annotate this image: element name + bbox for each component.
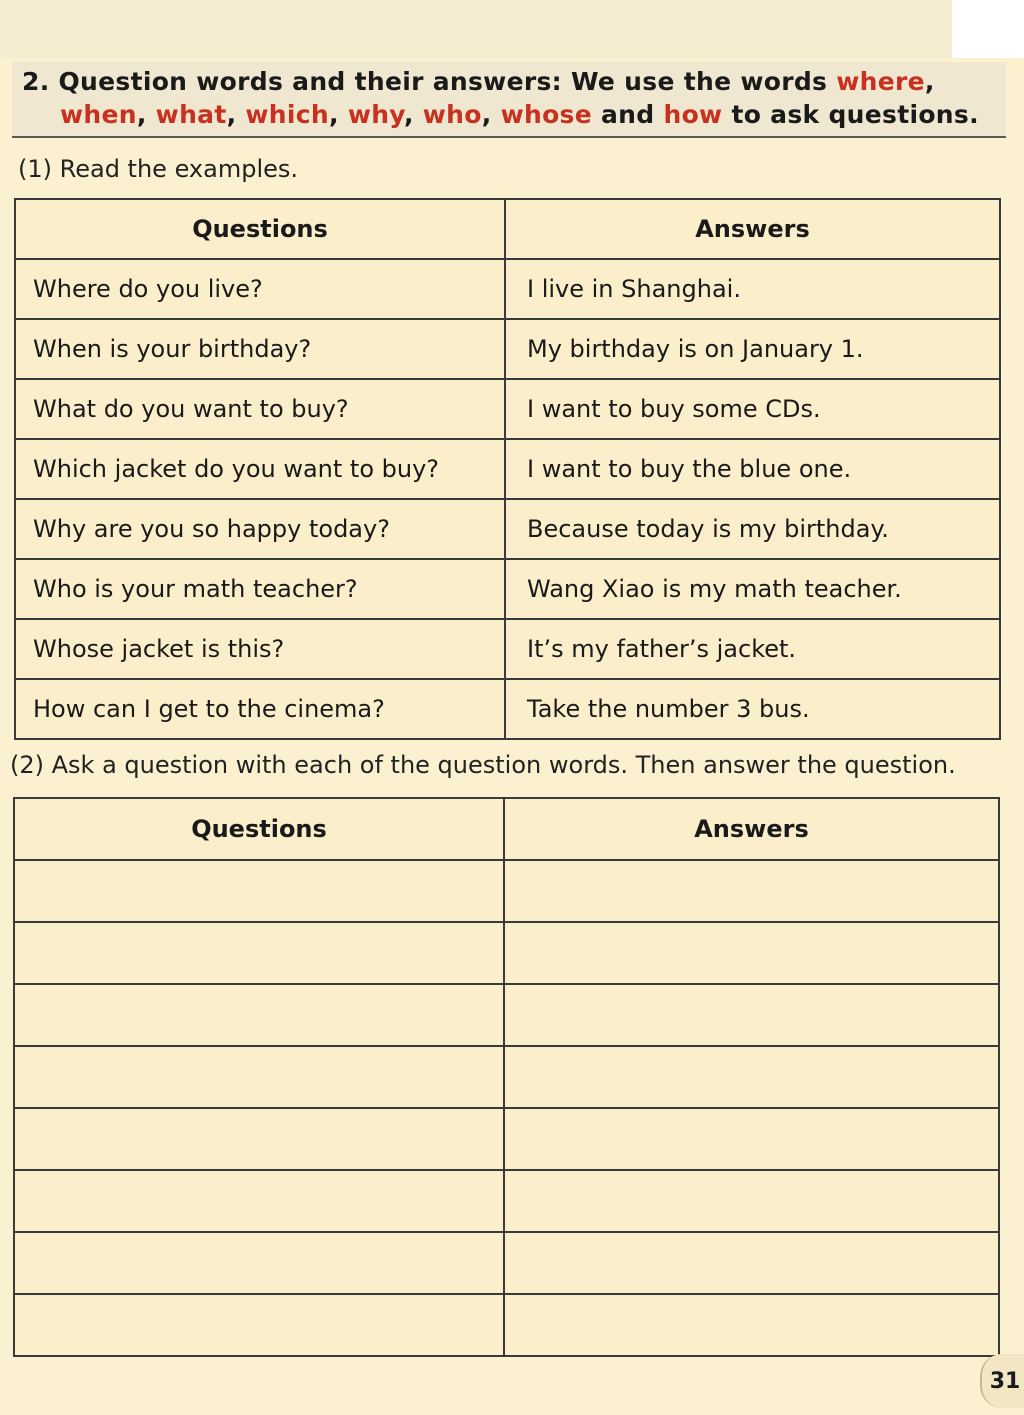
practice-table xyxy=(13,797,1000,1357)
top-corner xyxy=(952,0,1024,58)
exercise-heading xyxy=(12,62,1006,138)
table-header-row xyxy=(14,798,999,860)
question-word-highlight: what xyxy=(155,100,227,129)
table-row xyxy=(15,619,1000,679)
blank-question-cell[interactable] xyxy=(14,1232,504,1294)
question-cell: Which jacket do you want to buy? xyxy=(15,439,505,499)
heading-text: , xyxy=(481,100,501,129)
question-cell: When is your birthday? xyxy=(15,319,505,379)
heading-text: , xyxy=(226,100,246,129)
blank-question-cell[interactable] xyxy=(14,1046,504,1108)
questions-header: Questions xyxy=(15,199,505,259)
heading-text: and xyxy=(591,100,664,129)
table-row xyxy=(14,984,999,1046)
blank-answer-cell[interactable] xyxy=(504,984,999,1046)
blank-answer-cell[interactable] xyxy=(504,1170,999,1232)
question-cell: Who is your math teacher? xyxy=(15,559,505,619)
blank-question-cell[interactable] xyxy=(14,860,504,922)
top-margin xyxy=(0,0,952,58)
heading-line-1 xyxy=(22,67,935,96)
answer-cell: Take the number 3 bus. xyxy=(505,679,1000,739)
table-row xyxy=(14,1108,999,1170)
answer-cell: My birthday is on January 1. xyxy=(505,319,1000,379)
table-row xyxy=(15,259,1000,319)
table-row xyxy=(15,379,1000,439)
answer-cell: Wang Xiao is my math teacher. xyxy=(505,559,1000,619)
answer-cell: I want to buy the blue one. xyxy=(505,439,1000,499)
blank-question-cell[interactable] xyxy=(14,922,504,984)
table-row xyxy=(14,860,999,922)
answer-cell: I want to buy some CDs. xyxy=(505,379,1000,439)
question-cell: What do you want to buy? xyxy=(15,379,505,439)
table-row xyxy=(14,1232,999,1294)
heading-text: , xyxy=(136,100,156,129)
table-row xyxy=(15,439,1000,499)
page-number: 31 xyxy=(980,1354,1024,1408)
part1-instruction: (1) Read the examples. xyxy=(18,155,299,183)
question-word-highlight: where xyxy=(836,67,925,96)
table-row xyxy=(14,1046,999,1108)
blank-answer-cell[interactable] xyxy=(504,1046,999,1108)
blank-answer-cell[interactable] xyxy=(504,1232,999,1294)
table-row xyxy=(15,499,1000,559)
question-word-highlight: why xyxy=(347,100,404,129)
heading-text: , xyxy=(403,100,423,129)
question-cell: How can I get to the cinema? xyxy=(15,679,505,739)
part2-instruction: (2) Ask a question with each of the question words. Then answer the question. xyxy=(10,751,956,779)
question-word-highlight: how xyxy=(663,100,723,129)
table-header-row xyxy=(15,199,1000,259)
question-word-highlight: when xyxy=(60,100,137,129)
heading-text: 2. Question words and their answers: We use the words xyxy=(22,67,837,96)
answers-header: Answers xyxy=(505,199,1000,259)
question-word-highlight: whose xyxy=(500,100,592,129)
blank-answer-cell[interactable] xyxy=(504,860,999,922)
question-cell: Why are you so happy today? xyxy=(15,499,505,559)
blank-question-cell[interactable] xyxy=(14,1170,504,1232)
questions-header: Questions xyxy=(14,798,504,860)
blank-question-cell[interactable] xyxy=(14,1294,504,1356)
blank-answer-cell[interactable] xyxy=(504,1108,999,1170)
answers-header: Answers xyxy=(504,798,999,860)
answer-cell: It’s my father’s jacket. xyxy=(505,619,1000,679)
question-word-highlight: which xyxy=(245,100,329,129)
heading-text: , xyxy=(924,67,935,96)
blank-question-cell[interactable] xyxy=(14,984,504,1046)
table-row xyxy=(14,922,999,984)
table-row xyxy=(14,1170,999,1232)
heading-text: to ask questions. xyxy=(722,100,979,129)
question-cell: Where do you live? xyxy=(15,259,505,319)
examples-table xyxy=(14,198,1001,740)
blank-answer-cell[interactable] xyxy=(504,922,999,984)
table-row xyxy=(15,679,1000,739)
heading-line-2 xyxy=(60,100,979,129)
heading-text: , xyxy=(329,100,348,129)
question-word-highlight: who xyxy=(422,100,482,129)
table-row xyxy=(15,559,1000,619)
table-row xyxy=(14,1294,999,1356)
answer-cell: I live in Shanghai. xyxy=(505,259,1000,319)
answer-cell: Because today is my birthday. xyxy=(505,499,1000,559)
blank-answer-cell[interactable] xyxy=(504,1294,999,1356)
question-cell: Whose jacket is this? xyxy=(15,619,505,679)
blank-question-cell[interactable] xyxy=(14,1108,504,1170)
table-row xyxy=(15,319,1000,379)
